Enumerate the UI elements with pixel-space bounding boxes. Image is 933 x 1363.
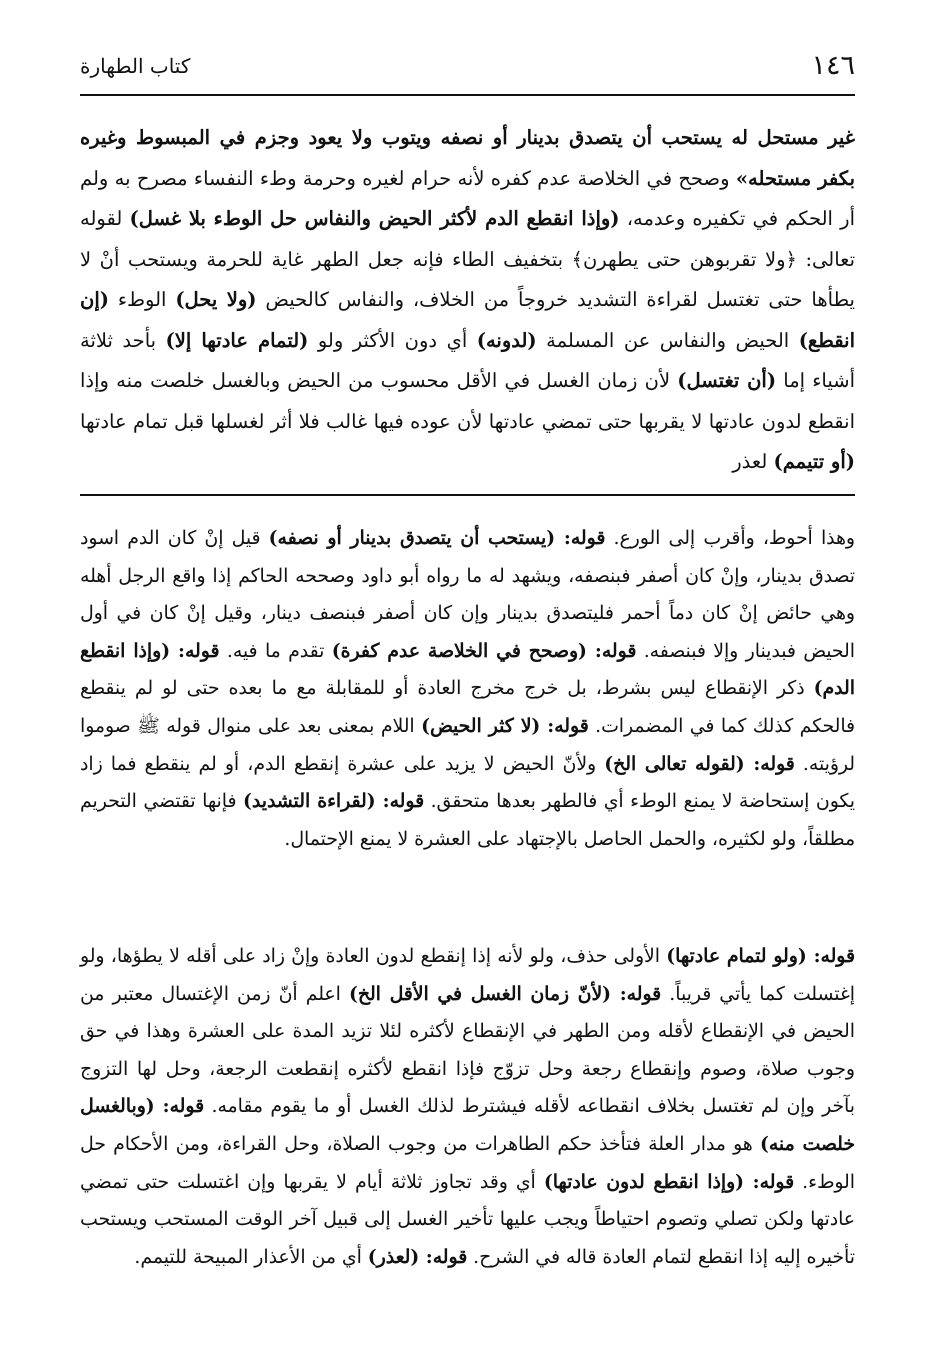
text-run: هو مدار العلة فتأخذ حكم الطاهرات من وجوب الصلاة، وحل القراءة، ومن الأحكام حل الوطء. bbox=[80, 1133, 855, 1193]
footnote-commentary-2 bbox=[80, 938, 855, 1276]
main-paragraph bbox=[80, 118, 855, 483]
bold-run: غير مستحل له يستحب أن يتصدق بدينار أو نصفه ويتوب ولا يعود وجزم في المبسوط وغيره بكفر مستحله» bbox=[80, 126, 855, 190]
text-run: ذكر الإنقطاع ليس بشرط، بل خرج مخرج العادة أو للمقابلة مع ما بعده حتى لو لم ينقطع فالحكم كذلك كما في المضمرات. bbox=[80, 678, 856, 737]
text-run: الأولى حذف، ولو لأنه إذا إنقطع لدون العادة وإنْ زاد على أقله لا يطؤها، ولو إغتسلت كما يأتي قريباً. bbox=[80, 946, 855, 1005]
bold-run: قوله: (وإذا انقطع الدم) bbox=[80, 639, 855, 700]
text-run: قيل إنْ كان الدم اسود تصدق بدينار، وإنْ كان أصفر فبنصفه، ويشهد له ما رواه أبو داود وصححه الحاكم إذا واقع الرجل أهله وهي حائض إنْ كان دماً أحمر فليتصدق بدينار وإن كان أصفر فبنصف دينار، وقيل إنْ كان في أول الحيض فبدينار وإلا فبنصفه. bbox=[80, 528, 855, 662]
text-run: أي دون الأكثر ولو bbox=[308, 328, 477, 352]
text-run: فإنها تقتضي التحريم مطلقاً، ولو لكثيره، والحمل الحاصل بالإجتهاد على العشرة لا يمنع الإحتمال. bbox=[80, 791, 855, 850]
text-run: بأحد ثلاثة أشياء إما bbox=[80, 328, 855, 392]
bold-run: قوله: (وإذا انقطع لدون عادتها) bbox=[543, 1170, 795, 1193]
text-run: وهذا أحوط، وأقرب إلى الورع. bbox=[605, 528, 856, 549]
bold-run: قوله: (يستحب أن يتصدق بدينار أو نصفه) bbox=[268, 527, 606, 549]
main-text bbox=[80, 118, 855, 488]
page-header bbox=[80, 46, 855, 96]
text-run: ولأنّ الحيض لا يزيد على عشرة إنقطع الدم، أو لم ينقطع فما زاد يكون إستحاضة لا يمنع الوطء أي فالطهر بعدها متحقق. bbox=[80, 753, 855, 813]
book-title: كتاب الطهارة bbox=[80, 54, 191, 78]
text-run: لقوله تعالى: ﴿ولا تقربوهن حتى يطهرن﴾ بتخفيف الطاء فإنه جعل الطهر غاية للحرمة ويستحب أنْ لا يطأها حتى تغتسل لقراءة التشديد خروجاً من الخلاف، والنفاس كالحيض bbox=[80, 207, 855, 311]
bold-run: (إن انقطع) bbox=[80, 288, 855, 352]
bold-run: قوله: (ولو لتمام عادتها) bbox=[666, 945, 855, 967]
bold-run: (أن تغتسل) bbox=[677, 369, 777, 392]
bold-run: (أو تتيمم) bbox=[773, 450, 855, 473]
text-run: الوطء bbox=[108, 288, 176, 311]
bold-run: قوله: (لا كثر الحيض) bbox=[421, 714, 589, 737]
footnote-paragraph-2 bbox=[80, 938, 855, 1276]
footnote-paragraph-1 bbox=[80, 520, 855, 858]
footnote-commentary-1 bbox=[80, 520, 855, 858]
text-run: لأن زمان الغسل في الأقل محسوب من الحيض وبالغسل خلصت منه وإذا انقطع لدون عادتها لا يقربها حتى تمضي عادتها لأن عوده فيها غالب فلا أثر لغسلها قبل تمام عادتها bbox=[80, 369, 855, 433]
text-run: اللام بمعنى بعد على منوال قوله ﷺ صوموا لرؤيته. bbox=[80, 715, 856, 775]
bold-run: (لتمام عادتها إلا) bbox=[165, 328, 309, 352]
page-number: ١٤٦ bbox=[811, 50, 855, 81]
text-run: أي من الأعذار المبيحة للتيمم. bbox=[134, 1246, 368, 1268]
text-run: أي وقد تجاوز ثلاثة أيام لا يقربها وإن اغتسلت حتى تمضي عادتها ولكن تصلي وتصوم احتياطاً ويجب عليها تأخير الغسل إلى قبيل آخر الوقت المستحب ويستحب تأخيره إليه إذا انقطع لتمام العادة قاله في الشرح. bbox=[80, 1171, 855, 1268]
text-run: الحيض والنفاس عن المسلمة bbox=[536, 328, 799, 352]
text-run: وصحح في الخلاصة عدم كفره لأنه حرام لغيره وحرمة وطء النفساء مصرح به ولم أر الحكم في تكفيره وعدمه، bbox=[80, 166, 855, 230]
bold-run: قوله: (وبالغسل خلصت منه) bbox=[80, 1095, 856, 1155]
footnote-divider bbox=[80, 494, 855, 496]
text-run: لعذر bbox=[732, 450, 774, 473]
bold-run: قوله: (وصحح في الخلاصة عدم كفرة) bbox=[331, 639, 637, 662]
bold-run: (وإذا انقطع الدم لأكثر الحيض والنفاس حل الوطء بلا غسل) bbox=[129, 207, 620, 230]
bold-run: قوله: (لأنّ زمان الغسل في الأقل الخ) bbox=[348, 982, 662, 1005]
bold-run: (ولا يحل) bbox=[175, 288, 257, 311]
text-run: تقدم ما فيه. bbox=[219, 640, 332, 662]
bold-run: قوله: (لعذر) bbox=[367, 1245, 468, 1268]
bold-run: (لدونه) bbox=[476, 328, 537, 352]
header-rule bbox=[80, 94, 855, 96]
bold-run: قوله: (لقوله تعالى الخ) bbox=[604, 752, 795, 775]
bold-run: قوله: (لقراءة التشديد) bbox=[242, 790, 425, 813]
text-run: اعلم أنّ زمن الإغتسال معتبر من الحيض في الإنقطاع لأقله ومن الطهر في الإنقطاع لأكثره لئلا تزيد المدة على العشرة وهذا في حق وجوب صلاة، وصوم وإنقطاع رجعة وحل تزوّج فإذا انقطع لأكثره إنقطعت الرجعة، وحل لها التزوج بآخر وإن لم تغتسل بخلاف انقطاعه لأقله فيشترط لذلك الغسل أو ما يقوم مقامه. bbox=[80, 983, 855, 1118]
